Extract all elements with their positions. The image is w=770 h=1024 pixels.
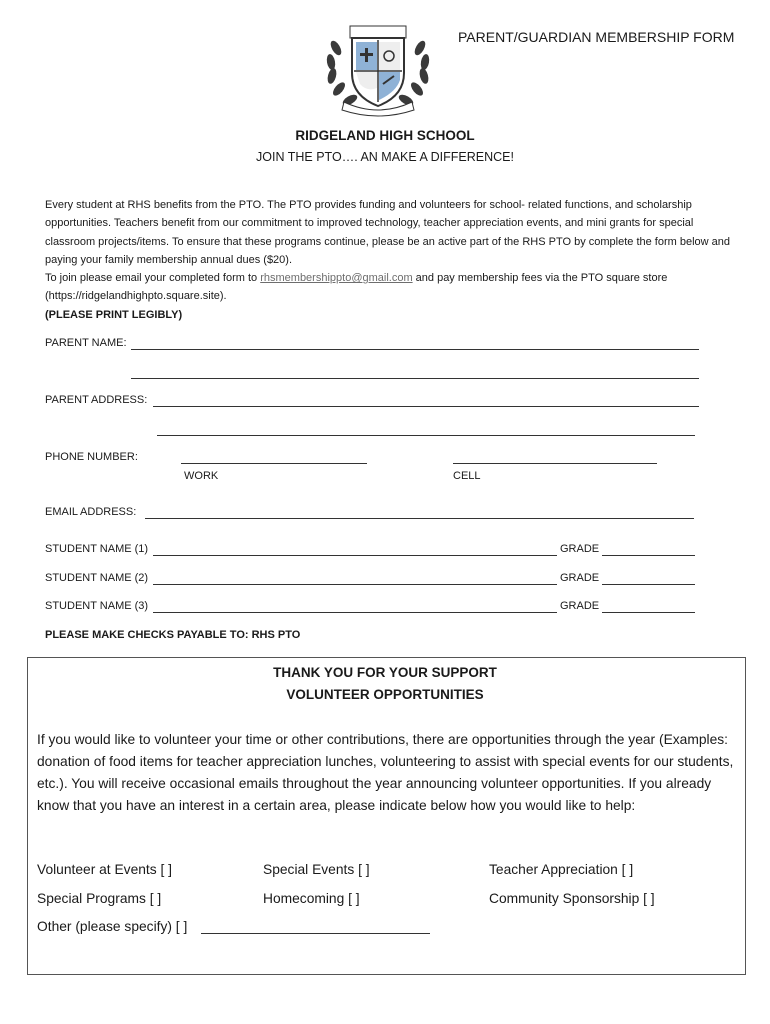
email-link[interactable]: rhsmembershippto@gmail.com — [260, 272, 413, 285]
option-other[interactable]: Other (please specify) [ ] — [37, 919, 188, 934]
student-3-label: STUDENT NAME (3) — [45, 600, 149, 612]
parent-name-line-2[interactable] — [131, 378, 699, 379]
phone-label: PHONE NUMBER: — [45, 451, 138, 463]
print-note: (PLEASE PRINT LEGIBLY) — [45, 308, 183, 321]
school-name: RIDGELAND HIGH SCHOOL — [295, 128, 475, 143]
phone-work-line[interactable] — [181, 463, 367, 464]
student-1-line[interactable] — [153, 555, 557, 556]
option-teacher-appreciation[interactable]: Teacher Appreciation [ ] — [489, 862, 634, 877]
option-special-programs[interactable]: Special Programs [ ] — [37, 891, 162, 906]
student-2-grade-label: GRADE — [560, 572, 600, 584]
tagline: JOIN THE PTO…. AN MAKE A DIFFERENCE! — [256, 150, 514, 164]
email-label: EMAIL ADDRESS: — [45, 506, 137, 518]
option-special-events[interactable]: Special Events [ ] — [263, 862, 370, 877]
student-3-grade-line[interactable] — [602, 612, 695, 613]
phone-work-caption: WORK — [184, 470, 219, 482]
intro-paragraph: Every student at RHS benefits from the PTO. The PTO provides funding and volunteers for school- related functions, and scholarship opportunities. Teachers benefit from our commitment to improved technology, teacher appreciation events, and mini grants for special classroom projects/items. To ensure that these programs continue, please be an active part of the RHS PTO by complete the form below and paying your family membership annual dues ($20). — [45, 199, 730, 266]
form-title: PARENT/GUARDIAN MEMBERSHIP FORM — [458, 29, 735, 45]
email-line[interactable] — [145, 518, 694, 519]
option-homecoming[interactable]: Homecoming [ ] — [263, 891, 360, 906]
school-crest-icon — [322, 18, 434, 118]
student-1-label: STUDENT NAME (1) — [45, 543, 149, 555]
join-instructions — [45, 269, 735, 306]
phone-cell-line[interactable] — [453, 463, 657, 464]
volunteer-description: If you would like to volunteer your time or other contributions, there are opportunities through the year (Examples: donation of food items for teacher appreciation lunches, volunteering to assist with special events for our students, etc.). You will receive occasional emails throughout the year announcing volunteer opportunities. If you already know that you have an interest in a certain area, please indicate below how you would like to help: — [37, 732, 734, 813]
other-specify-line[interactable] — [201, 933, 430, 934]
student-2-grade-line[interactable] — [602, 584, 695, 585]
option-volunteer-at-events[interactable]: Volunteer at Events [ ] — [37, 862, 172, 877]
parent-name-line-1[interactable] — [131, 349, 699, 350]
join-suffix: and pay membership fees via the PTO square store (https://ridgelandhighpto.square.site). — [45, 272, 668, 303]
thank-you-heading: THANK YOU FOR YOUR SUPPORT — [273, 665, 497, 680]
student-2-line[interactable] — [153, 584, 557, 585]
parent-address-label: PARENT ADDRESS: — [45, 394, 148, 406]
parent-name-label: PARENT NAME: — [45, 337, 127, 349]
student-3-grade-label: GRADE — [560, 600, 600, 612]
option-community-sponsorship[interactable]: Community Sponsorship [ ] — [489, 891, 655, 906]
student-1-grade-label: GRADE — [560, 543, 600, 555]
student-2-label: STUDENT NAME (2) — [45, 572, 149, 584]
volunteer-heading: VOLUNTEER OPPORTUNITIES — [286, 687, 484, 702]
checks-payable-note: PLEASE MAKE CHECKS PAYABLE TO: RHS PTO — [45, 629, 301, 641]
parent-address-line-2[interactable] — [157, 435, 695, 436]
join-prefix: To join please email your completed form to — [45, 272, 261, 285]
phone-cell-caption: CELL — [453, 470, 481, 482]
student-1-grade-line[interactable] — [602, 555, 695, 556]
intro-text — [45, 196, 735, 324]
student-3-line[interactable] — [153, 612, 557, 613]
parent-address-line-1[interactable] — [153, 406, 699, 407]
